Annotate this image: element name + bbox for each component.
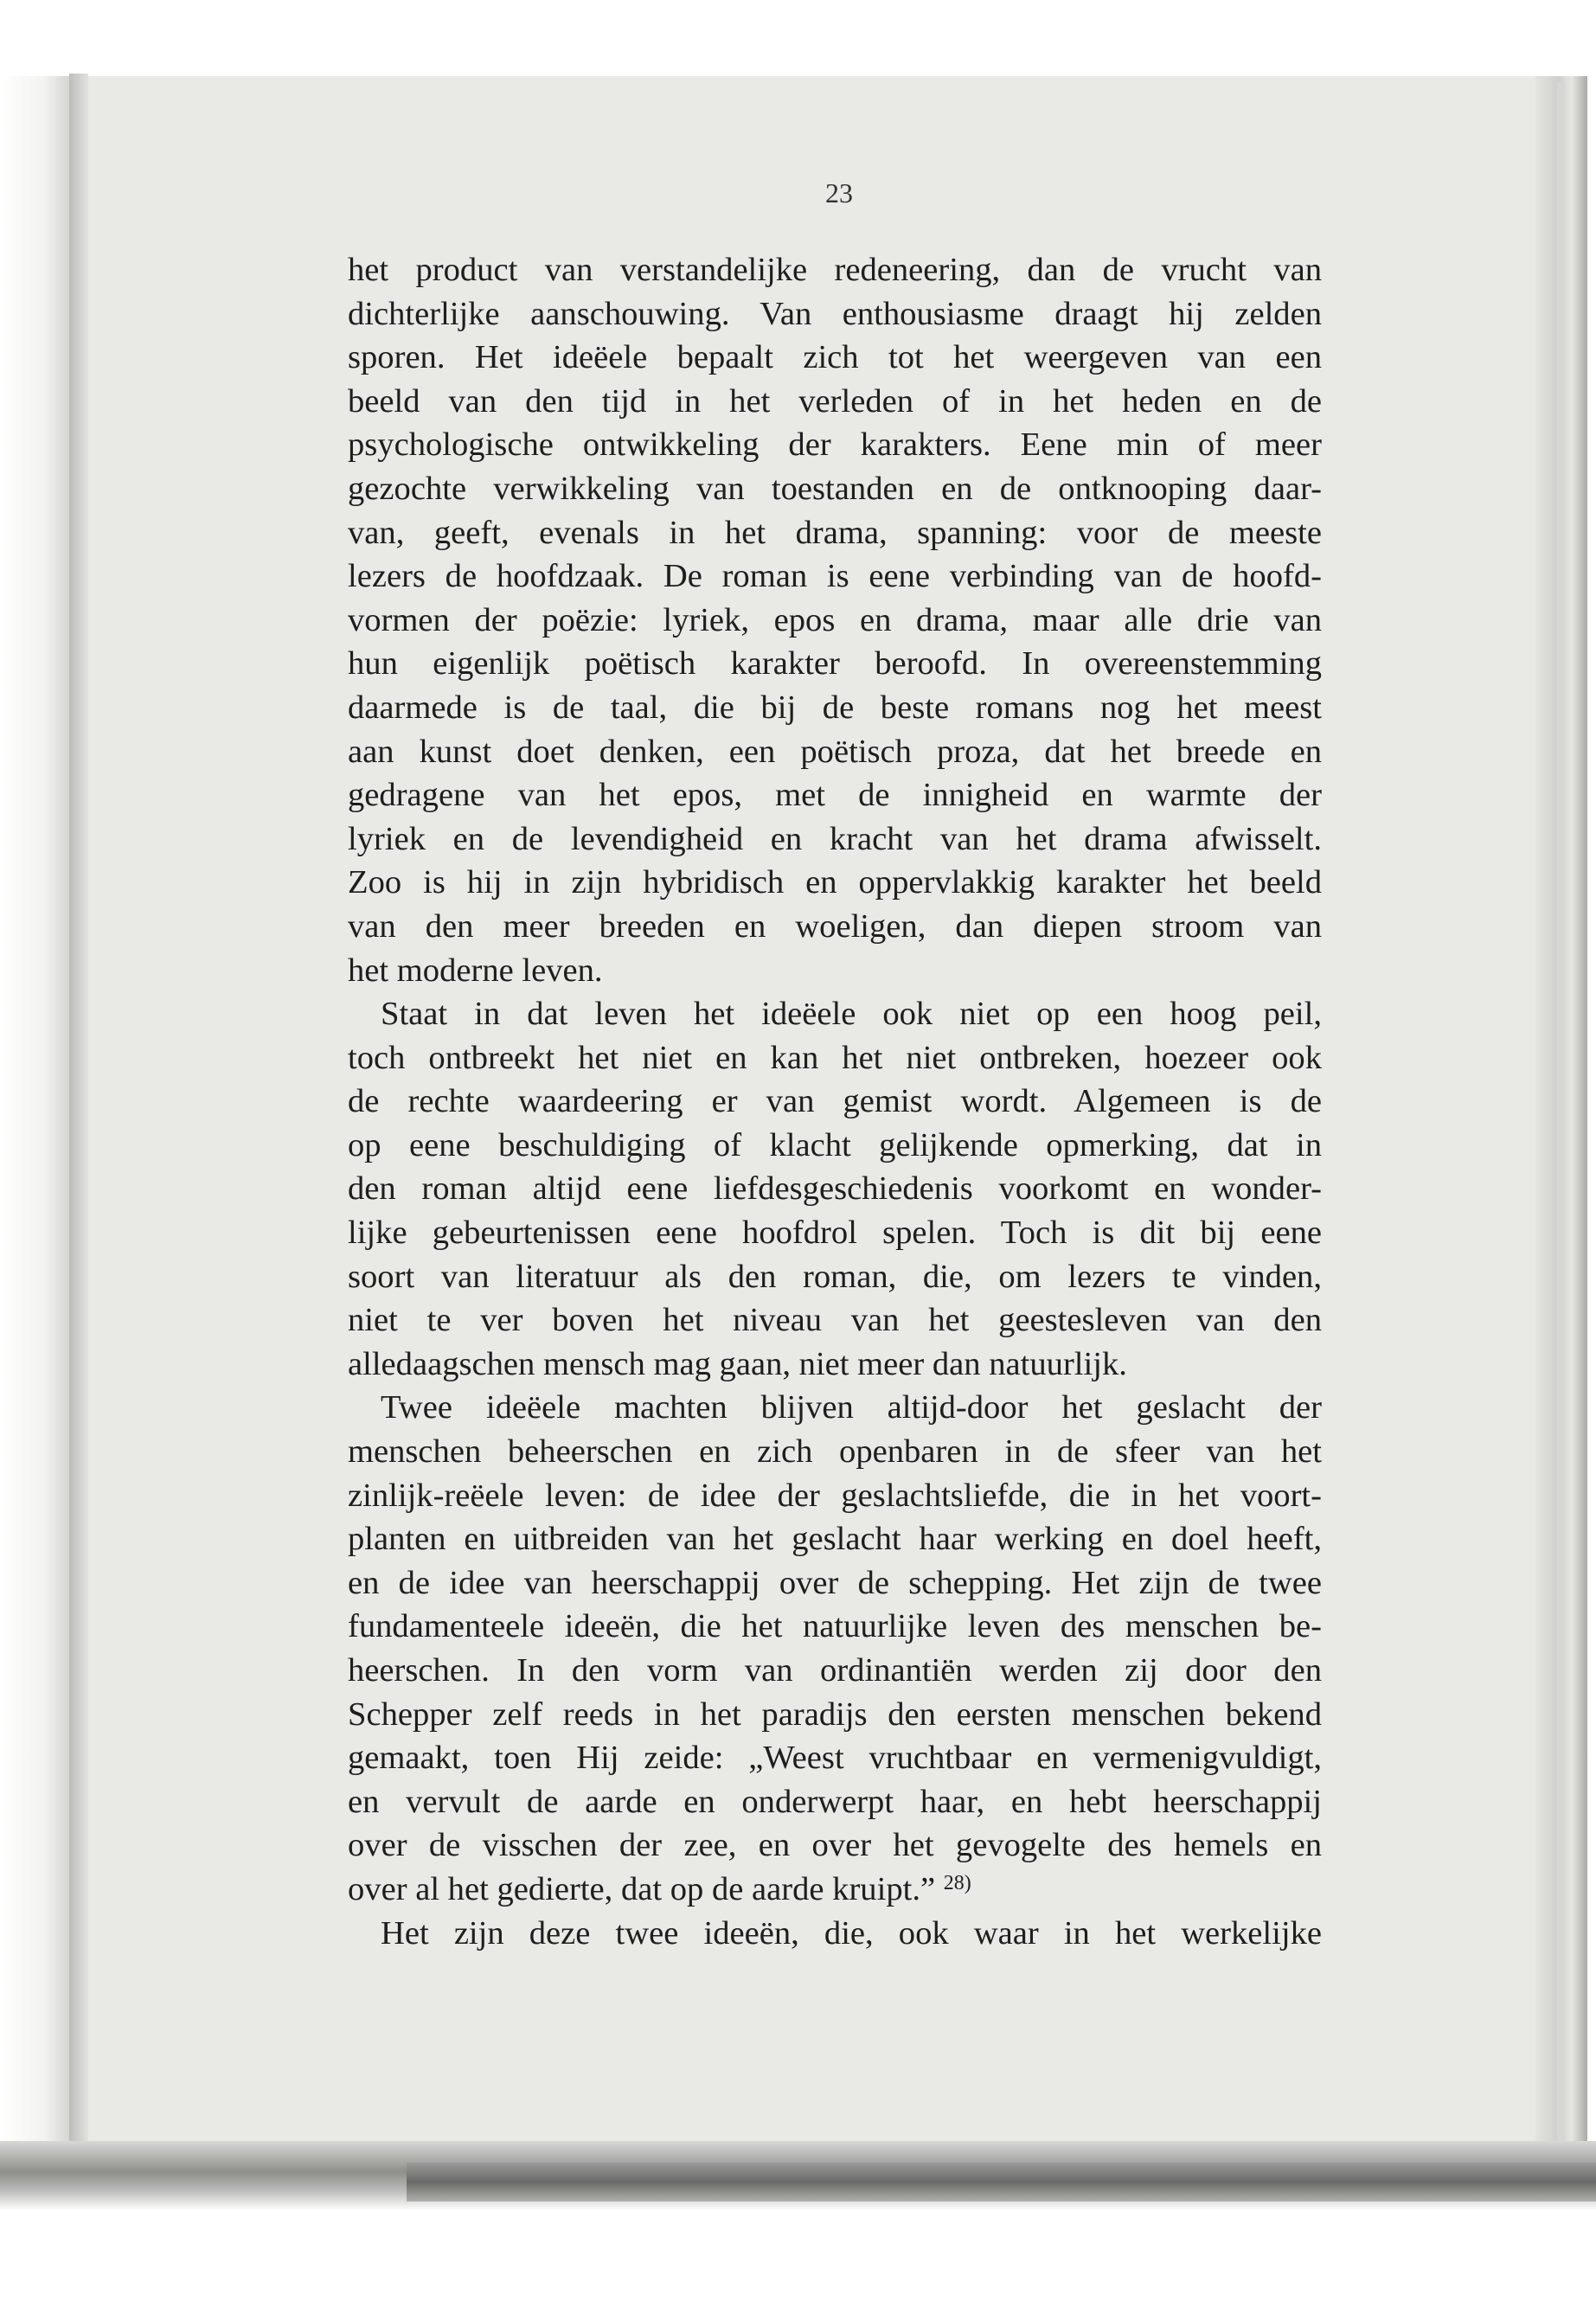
text-line: vormen der poëzie: lyriek, epos en drama, maar alle drie van <box>348 601 1322 638</box>
text-line: planten en uitbreiden van het geslacht haar werking en doel heeft, <box>348 1521 1322 1558</box>
text-line: lijke gebeurtenissen eene hoofdrol spelen. Toch is dit bij eene <box>348 1215 1322 1252</box>
text-line: alledaagschen mensch mag gaan, niet meer dan natuurlijk. <box>348 1345 1127 1382</box>
text-line: gemaakt, toen Hij zeide: „Weest vruchtbaar en vermenigvuldigt, <box>348 1740 1322 1777</box>
text-line: het product van verstandelijke redeneering, dan de vrucht van <box>348 252 1322 288</box>
text-line-with-footnote <box>348 1868 1322 1912</box>
text-line: psychologische ontwikkeling der karakters. Eene min of meer <box>348 426 1322 464</box>
text-line: menschen beheerschen en zich openbaren in de sfeer van het <box>348 1433 1322 1471</box>
text-line: daarmede is de taal, die bij de beste romans nog het meest <box>348 689 1322 726</box>
page-bottom-shadow <box>407 2163 1596 2202</box>
page-left-edge <box>69 74 88 2150</box>
text-line: sporen. Het ideëele bepaalt zich tot het weergeven van een <box>348 339 1322 376</box>
text-line: toch ontbreekt het niet en kan het niet ontbreken, hoezeer ook <box>348 1039 1322 1076</box>
text-line: soort van literatuur als den roman, die, om lezers te vinden, <box>348 1258 1322 1295</box>
text-line: den roman altijd eene liefdesgeschiedenis voorkomt en wonder- <box>348 1170 1322 1208</box>
page-right-fold <box>1557 82 1564 2150</box>
text-line: het moderne leven. <box>348 952 603 989</box>
text-line: Staat in dat leven het ideëele ook niet op een hoog peil, <box>381 996 1322 1033</box>
text-line: heerschen. In den vorm van ordinantiën werden zij door den <box>348 1652 1322 1689</box>
text-line: niet te ver boven het niveau van het geestesleven van den <box>348 1302 1322 1339</box>
body-text <box>348 248 1322 1955</box>
text-line-segment: over al het gedierte, dat op de aarde kruipt.” <box>348 1870 936 1907</box>
text-line: van, geeft, evenals in het drama, spanning: voor de meeste <box>348 514 1322 551</box>
text-line: en vervult de aarde en onderwerpt haar, en hebt heerschappij <box>348 1783 1322 1820</box>
text-line: hun eigenlijk poëtisch karakter beroofd. In overeenstemming <box>348 645 1322 683</box>
text-line: beeld van den tijd in het verleden of in het heden en de <box>348 382 1322 420</box>
text-line: lyriek en de levendigheid en kracht van het drama afwisselt. <box>348 820 1322 857</box>
text-line: de rechte waardeering er van gemist wordt. Algemeen is de <box>348 1083 1322 1120</box>
text-line: aan kunst doet denken, een poëtisch proza, dat het breede en <box>348 733 1322 770</box>
text-line: en de idee van heerschappij over de schepping. Het zijn de twee <box>348 1564 1322 1601</box>
footnote-reference: 28) <box>943 1871 971 1894</box>
text-line: Twee ideëele machten blijven altijd-door het geslacht der <box>381 1389 1322 1426</box>
text-line: zinlijk-reëele leven: de idee der geslachtsliefde, die in het voort- <box>348 1477 1322 1514</box>
page-number: 23 <box>825 177 853 208</box>
text-line: over de visschen der zee, en over het gevogelte des hemels en <box>348 1827 1322 1864</box>
text-line: Schepper zelf reeds in het paradijs den eersten menschen bekend <box>348 1695 1322 1733</box>
text-line: Het zijn deze twee ideeën, die, ook waar in het werkelijke <box>381 1914 1322 1952</box>
text-line: gezochte verwikkeling van toestanden en de ontknooping daar- <box>348 470 1322 507</box>
text-line: Zoo is hij in zijn hybridisch en oppervlakkig karakter het beeld <box>348 864 1322 901</box>
text-line: fundamenteele ideeën, die het natuurlijke leven des menschen be- <box>348 1608 1322 1645</box>
text-line: lezers de hoofdzaak. De roman is eene verbinding van de hoofd- <box>348 558 1322 595</box>
text-line: van den meer breeden en woeligen, dan diepen stroom van <box>348 907 1322 945</box>
text-line: dichterlijke aanschouwing. Van enthousiasme draagt hij zelden <box>348 295 1322 332</box>
text-line: op eene beschuldiging of klacht gelijkende opmerking, dat in <box>348 1126 1322 1163</box>
text-line: gedragene van het epos, met de innigheid en warmte der <box>348 777 1322 814</box>
left-margin-shadow <box>0 76 74 2144</box>
